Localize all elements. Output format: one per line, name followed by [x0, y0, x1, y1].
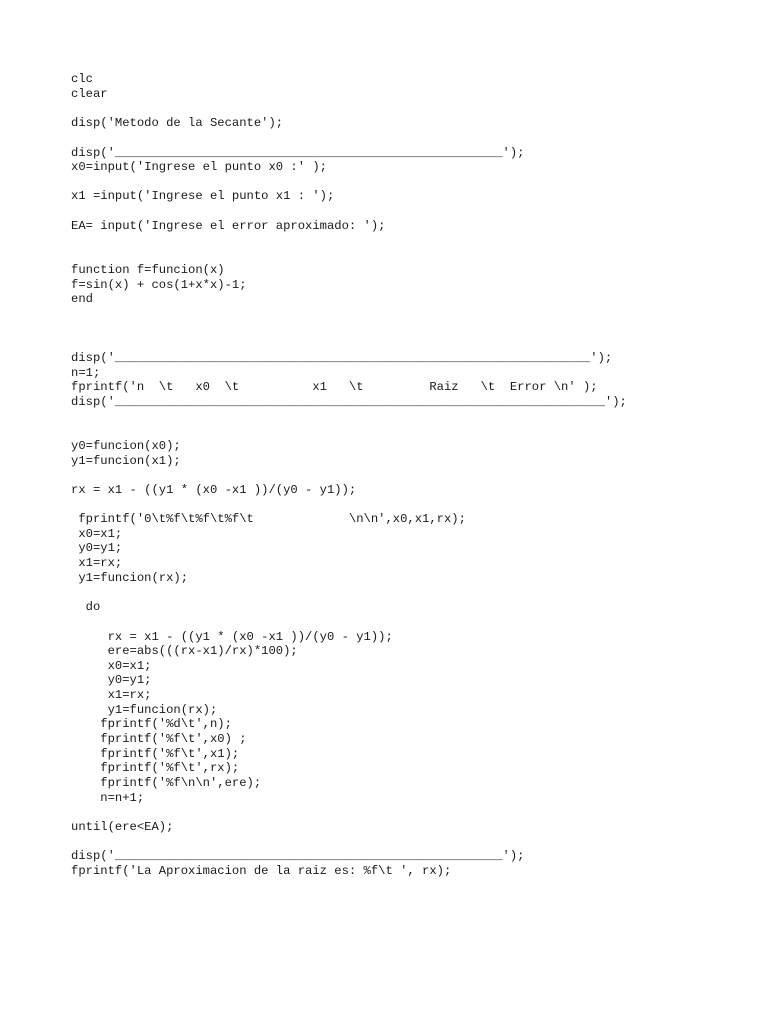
code-line: disp('_________________________________________________________________'); [71, 351, 613, 365]
code-line: x0=x1; [71, 659, 152, 673]
code-line: fprintf('La Aproximacion de la raiz es: %f\t ', rx); [71, 864, 452, 878]
code-line: y0=funcion(x0); [71, 439, 181, 453]
code-line: disp('_____________________________________________________'); [71, 849, 525, 863]
code-line: fprintf('%f\n\n',ere); [71, 776, 262, 790]
code-line: f=sin(x) + cos(1+x*x)-1; [71, 278, 247, 292]
code-line: y1=funcion(rx); [71, 703, 218, 717]
code-line: rx = x1 - ((y1 * (x0 -x1 ))/(y0 - y1)); [71, 630, 393, 644]
code-line: disp('___________________________________________________________________'); [71, 395, 627, 409]
code-line: x1=rx; [71, 688, 152, 702]
code-line: y0=y1; [71, 541, 123, 555]
code-line: fprintf('%f\t',x0) ; [71, 732, 247, 746]
code-line: clear [71, 87, 108, 101]
code-line: end [71, 292, 93, 306]
code-line: do [71, 600, 101, 614]
code-line: n=1; [71, 366, 101, 380]
code-line: y1=funcion(rx); [71, 571, 189, 585]
code-line: disp('Metodo de la Secante'); [71, 116, 284, 130]
code-line: fprintf('%f\t',x1); [71, 747, 240, 761]
code-line: y0=y1; [71, 673, 152, 687]
code-line: fprintf('%d\t',n); [71, 717, 232, 731]
code-line: EA= input('Ingrese el error aproximado: '); [71, 219, 386, 233]
code-line: disp('_____________________________________________________'); [71, 146, 525, 160]
code-line: clc [71, 72, 93, 86]
code-line: x1=rx; [71, 556, 123, 570]
code-line: function f=funcion(x) [71, 263, 225, 277]
code-line: fprintf('%f\t',rx); [71, 761, 240, 775]
code-line: fprintf('0\t%f\t%f\t%f\t \n\n',x0,x1,rx); [71, 512, 466, 526]
code-line: x0=input('Ingrese el punto x0 :' ); [71, 160, 327, 174]
code-line: rx = x1 - ((y1 * (x0 -x1 ))/(y0 - y1)); [71, 483, 357, 497]
code-line: fprintf('n \t x0 \t x1 \t Raiz \t Error \n' ); [71, 380, 598, 394]
code-line: x0=x1; [71, 527, 123, 541]
code-line: ere=abs(((rx-x1)/rx)*100); [71, 644, 298, 658]
code-line: until(ere<EA); [71, 820, 174, 834]
code-line: y1=funcion(x1); [71, 454, 181, 468]
code-line: x1 =input('Ingrese el punto x1 : '); [71, 189, 335, 203]
code-line: n=n+1; [71, 791, 145, 805]
